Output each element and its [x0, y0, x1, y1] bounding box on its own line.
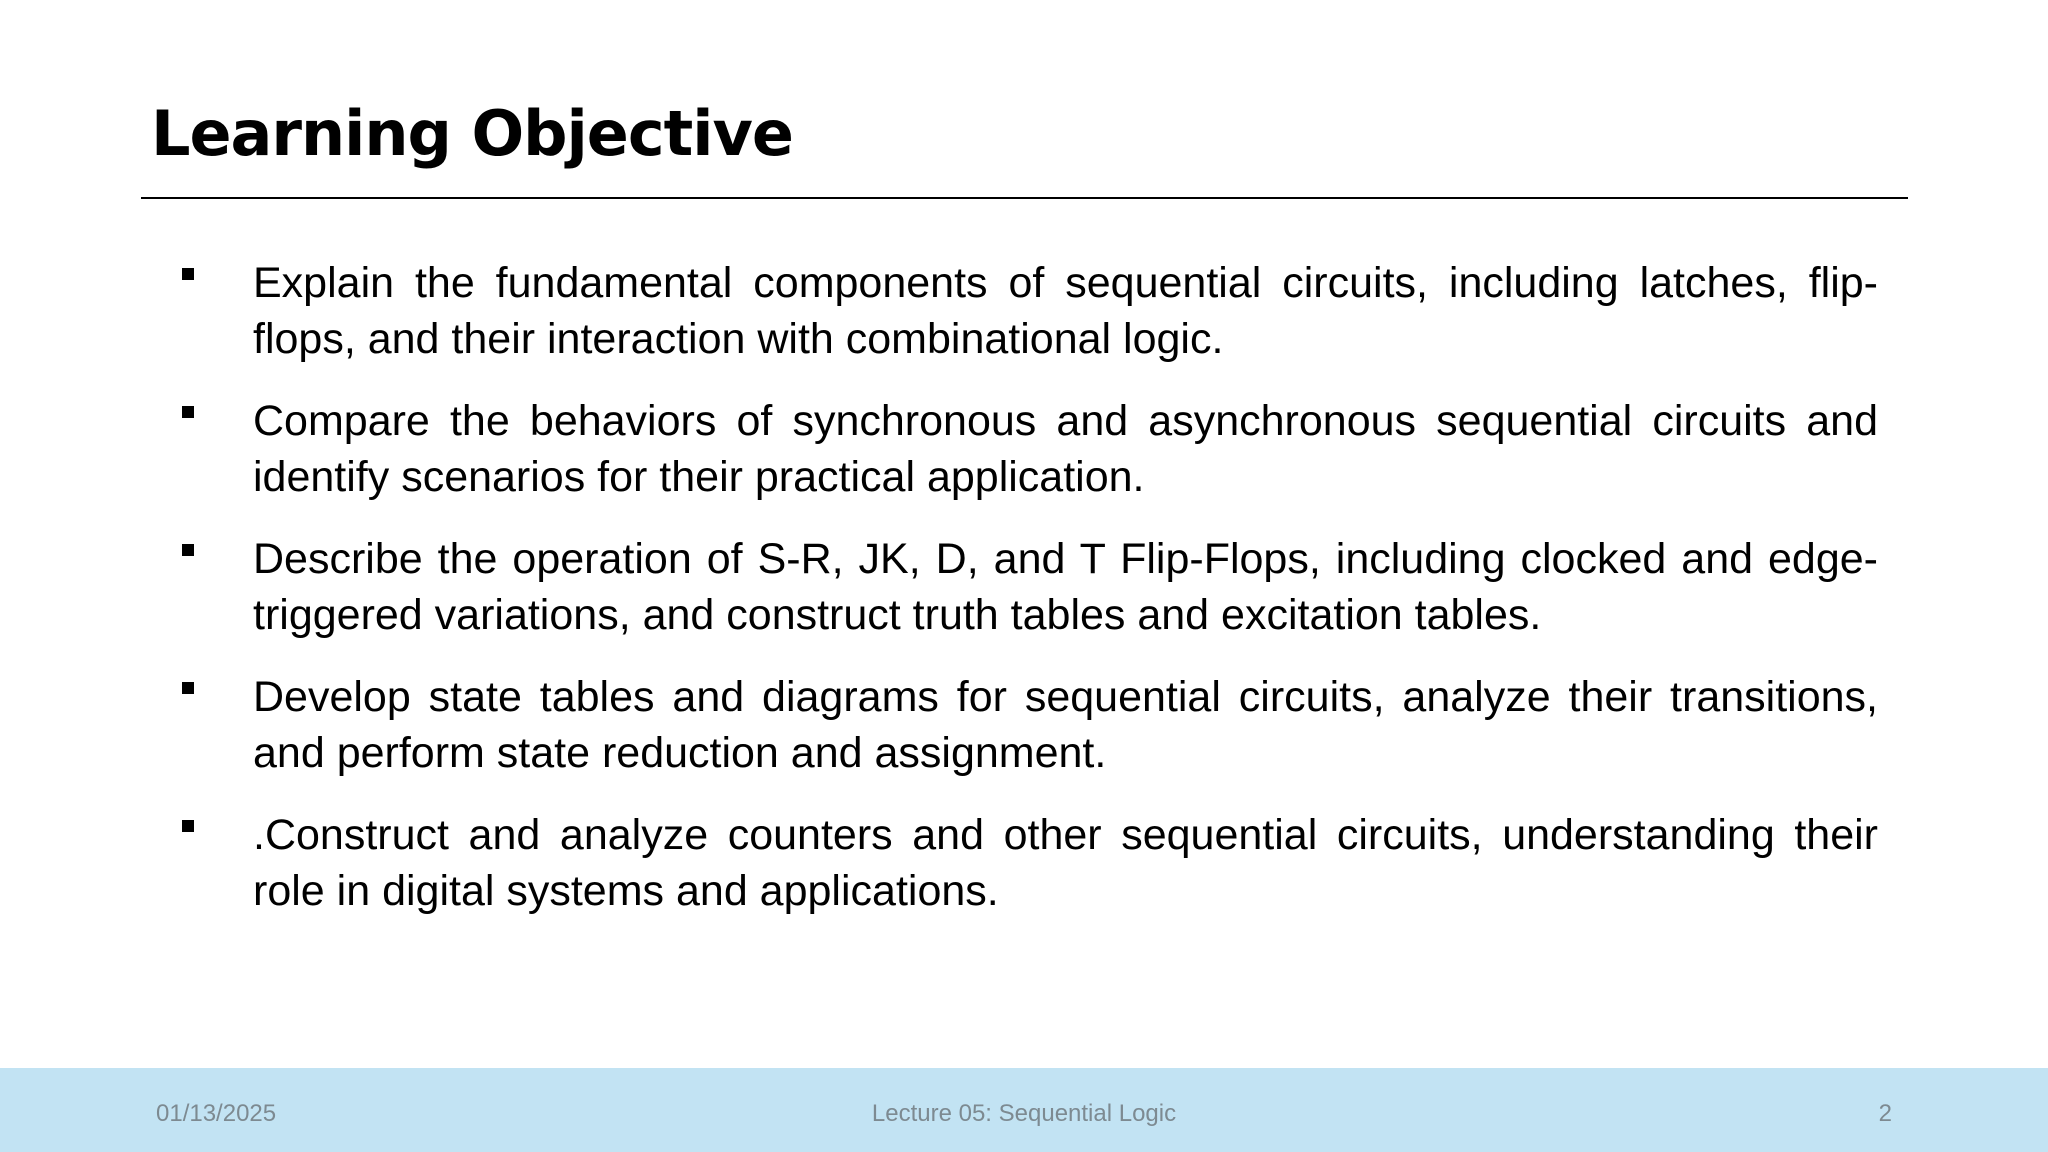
- slide-title: Learning Objective: [151, 97, 793, 170]
- square-bullet-icon: [182, 544, 194, 556]
- objectives-list: [0, 255, 2048, 945]
- square-bullet-icon: [182, 268, 194, 280]
- objective-item: [0, 393, 2048, 505]
- objective-item: [0, 531, 2048, 643]
- footer-lecture-title: Lecture 05: Sequential Logic: [871, 1100, 1177, 1127]
- footer-page-number: 2: [1878, 1100, 1892, 1127]
- objective-item: [0, 807, 2048, 919]
- objective-text: Compare the behaviors of synchronous and asynchronous sequential circuits and identify scenarios for their practical application.: [253, 397, 1878, 501]
- objective-text: Explain the fundamental components of sequential circuits, including latches, flip-flops, and their interaction with combinational logic.: [253, 259, 1878, 363]
- square-bullet-icon: [182, 820, 194, 832]
- slide-footer: [0, 1068, 2048, 1152]
- objective-text: .Construct and analyze counters and other sequential circuits, understanding their role in digital systems and applications.: [253, 811, 1878, 915]
- objective-item: [0, 669, 2048, 781]
- footer-date: 01/13/2025: [156, 1100, 277, 1127]
- objective-text: Describe the operation of S-R, JK, D, and T Flip-Flops, including clocked and edge-triggered variations, and construct truth tables and excitation tables.: [253, 535, 1878, 639]
- title-divider: [141, 197, 1908, 199]
- square-bullet-icon: [182, 406, 194, 418]
- objective-item: [0, 255, 2048, 367]
- square-bullet-icon: [182, 682, 194, 694]
- objective-text: Develop state tables and diagrams for sequential circuits, analyze their transitions, and perform state reduction and assignment.: [253, 673, 1878, 777]
